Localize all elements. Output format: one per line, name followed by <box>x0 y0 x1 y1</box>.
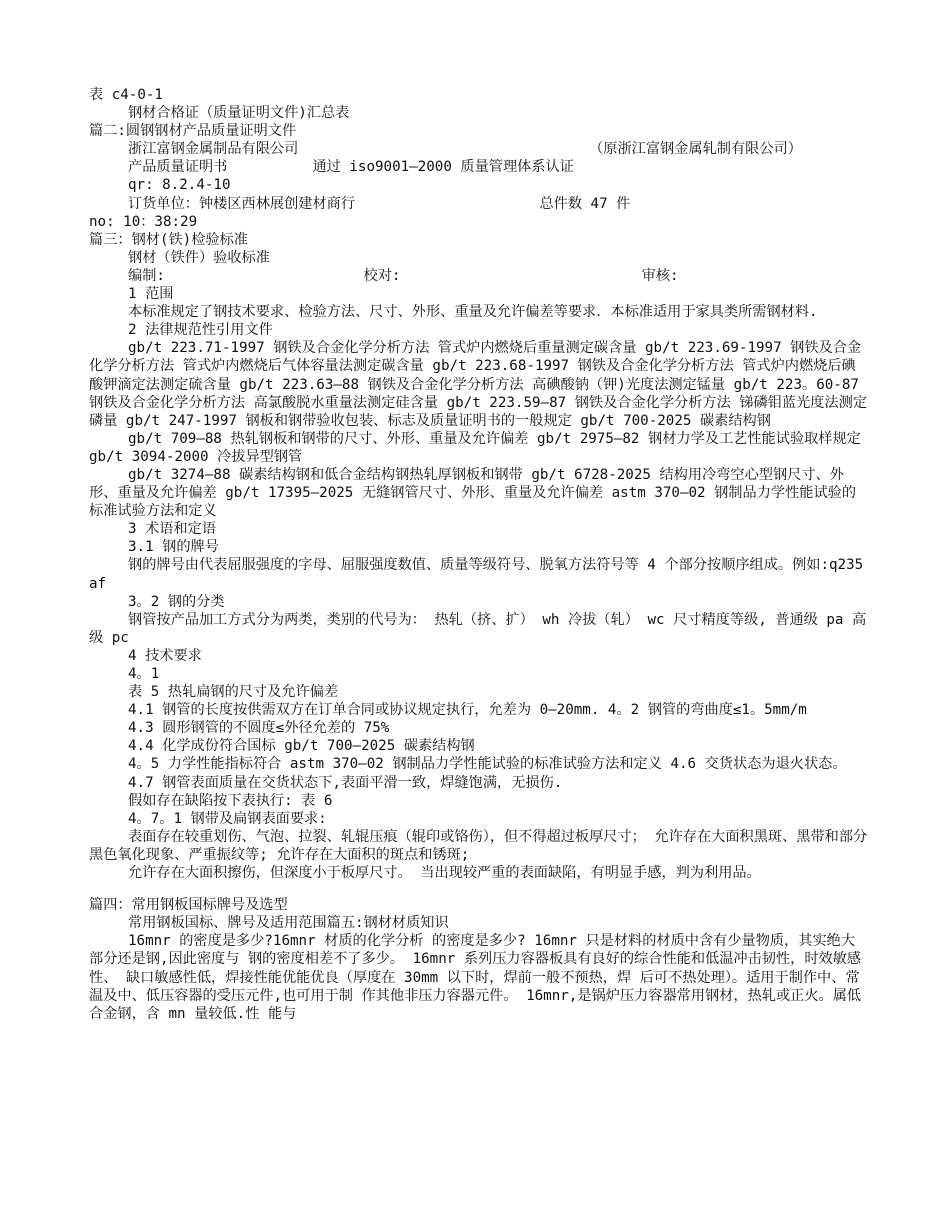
text-line: gb/t 709—88 热轧钢板和钢带的尺寸、外形、重量及允许偏差 gb/t 2975—82 钢材力学及工艺性能试验取样规定 gb/t 3094-2000 冷拔异型钢管 <box>89 430 861 465</box>
text-line: 钢材合格证（质量证明文件)汇总表 <box>128 105 350 122</box>
text-line: 篇四：常用钢板国标牌号及选型 <box>89 897 288 914</box>
text-line: 4。7。1 钢带及扁钢表面要求: <box>128 810 327 827</box>
text-line: 假如存在缺陷按下表执行: 表 6 <box>128 792 333 809</box>
text-line: 表面存在较重划伤、气泡、拉裂、轧辊压痕（辊印或铬伤），但不得超过板厚尺寸； 允许存在大面积黑斑、黑带和部分黑色氧化现象、严重振纹等; 允许存在大面积的斑点和锈斑; <box>89 828 868 863</box>
text-line: 4.3 圆形钢管的不圆度≤外径允差的 75% <box>128 720 390 737</box>
text-line: 允许存在大面积擦伤，但深度小于板厚尺寸。 当出现较严重的表面缺陷，有明显手感，判为利用品。 <box>128 865 761 882</box>
text-line: 4。5 力学性能指标符合 astm 370—02 钢制品力学性能试验的标准试验方法和定义 4.6 交货状态为退火状态。 <box>128 756 847 773</box>
text-line: 3 术语和定语 <box>128 521 217 538</box>
text-line: 4.1 钢管的长度按供需双方在订单合同或协议规定执行，允差为 0—20mm. 4。2 钢管的弯曲度≤1。5mm/m <box>128 702 807 719</box>
text-line: 3。2 钢的分类 <box>128 593 225 610</box>
text-line: qr: 8.2.4-10 <box>128 177 231 194</box>
text-line: gb/t 223.71-1997 钢铁及合金化学分析方法 管式炉内燃烧后重量测定碳含量 gb/t 223.69-1997 钢铁及合金化学分析方法 管式炉内燃烧后气体容量法测定碳含量 gb/t 223.68-1997 钢铁及合金化学分析方法 管式炉内燃烧后碘酸钾滴定法测定硫含量 gb/t 223.63—88 钢铁及合金化学分析方法 高碘酸钠（钾)光度法测定锰量 gb/t 223。60-87 钢铁及合金化学分析方法 高氯酸脱水重量法测定硅含量 gb/t 223.59—87 钢铁及合金化学分析方法 锑磷钼蓝光度法测定磷量 gb/t 247-1997 钢板和钢带验收包装、标志及质量证明书的一般规定 gb/t 700-2025 碳素结构钢 <box>89 340 868 429</box>
text-line: 订货单位：钟楼区西林展创建材商行 总件数 47 件 <box>128 195 631 212</box>
text-line: 钢管按产品加工方式分为两类，类别的代号为： 热轧（挤、扩） wh 冷拔（轧） wc 尺寸精度等级, 普通级 pa 高级 pc <box>89 611 867 646</box>
text-line: gb/t 3274—88 碳素结构钢和低合金结构钢热轧厚钢板和钢带 gb/t 6728-2025 结构用冷弯空心型钢尺寸、外形、重量及允许偏差 gb/t 17395—2025 无缝钢管尺寸、外形、重量及允许偏差 astm 370—02 钢制品力学性能试验的标准试验方法和定义 <box>89 466 857 520</box>
blank-line <box>89 882 869 896</box>
text-line: 常用钢板国标、牌号及适用范围篇五:钢材材质知识 <box>128 915 449 932</box>
text-line: 篇二:圆钢钢材产品质量证明文件 <box>89 123 297 140</box>
text-line: 4.7 钢管表面质量在交货状态下,表面平滑一致，焊缝饱满，无损伤. <box>128 774 563 791</box>
text-line: 表 c4-0-1 <box>89 87 163 103</box>
text-line: 本标准规定了钢技术要求、检验方法、尺寸、外形、重量及允许偏差等要求．本标准适用于家具类所需钢材料. <box>128 304 818 321</box>
text-line: 编制: 校对: 审核: <box>128 267 679 284</box>
text-line: 1 范围 <box>128 286 174 303</box>
text-line: 钢的牌号由代表屈服强度的字母、屈服强度数值、质量等级符号、脱氧方法符号等 4 个部分按顺序组成。例如:q235af <box>89 557 864 592</box>
text-line: 浙江富钢金属制品有限公司 （原浙江富钢金属轧制有限公司） <box>128 141 802 158</box>
text-line: 16mnr 的密度是多少?16mnr 材质的化学分析 的密度是多少? 16mnr 只是材料的材质中含有少量物质，其实绝大部分还是钢,因此密度与 钢的密度相差不了多少。 16mnr 系列压力容器板具有良好的综合性能和低温冲击韧性，时效敏感性、 缺口敏感性低，焊接性能优能优良（厚度在 30mm 以下时，焊前一般不预热，焊 后可不热处理）。适用于制作中、常温及中、低压容器的受压元件,也可用于制 作其他非压力容器元件。 16mnr,是锅炉压力容器常用钢材，热轧或正火。属低合金钢，含 mn 量较低.性 能与 <box>89 933 862 1022</box>
text-line: 4.4 化学成份符合国标 gb/t 700—2025 碳素结构钢 <box>128 738 475 755</box>
text-line: 4。1 <box>128 666 160 682</box>
text-line: 钢材（铁件）验收标准 <box>128 249 270 266</box>
text-line: 2 法律规范性引用文件 <box>128 322 273 339</box>
text-line: 4 技术要求 <box>128 647 202 664</box>
text-line: 篇三：钢材(铁)检验标准 <box>89 231 248 248</box>
text-line: 3.1 钢的牌号 <box>128 539 219 556</box>
text-line: no: 10：38:29 <box>89 213 198 230</box>
document-page <box>89 86 869 1023</box>
text-line: 表 5 热轧扁钢的尺寸及允许偏差 <box>128 684 339 701</box>
text-line: 产品质量证明书 通过 iso9001—2000 质量管理体系认证 <box>128 159 574 176</box>
